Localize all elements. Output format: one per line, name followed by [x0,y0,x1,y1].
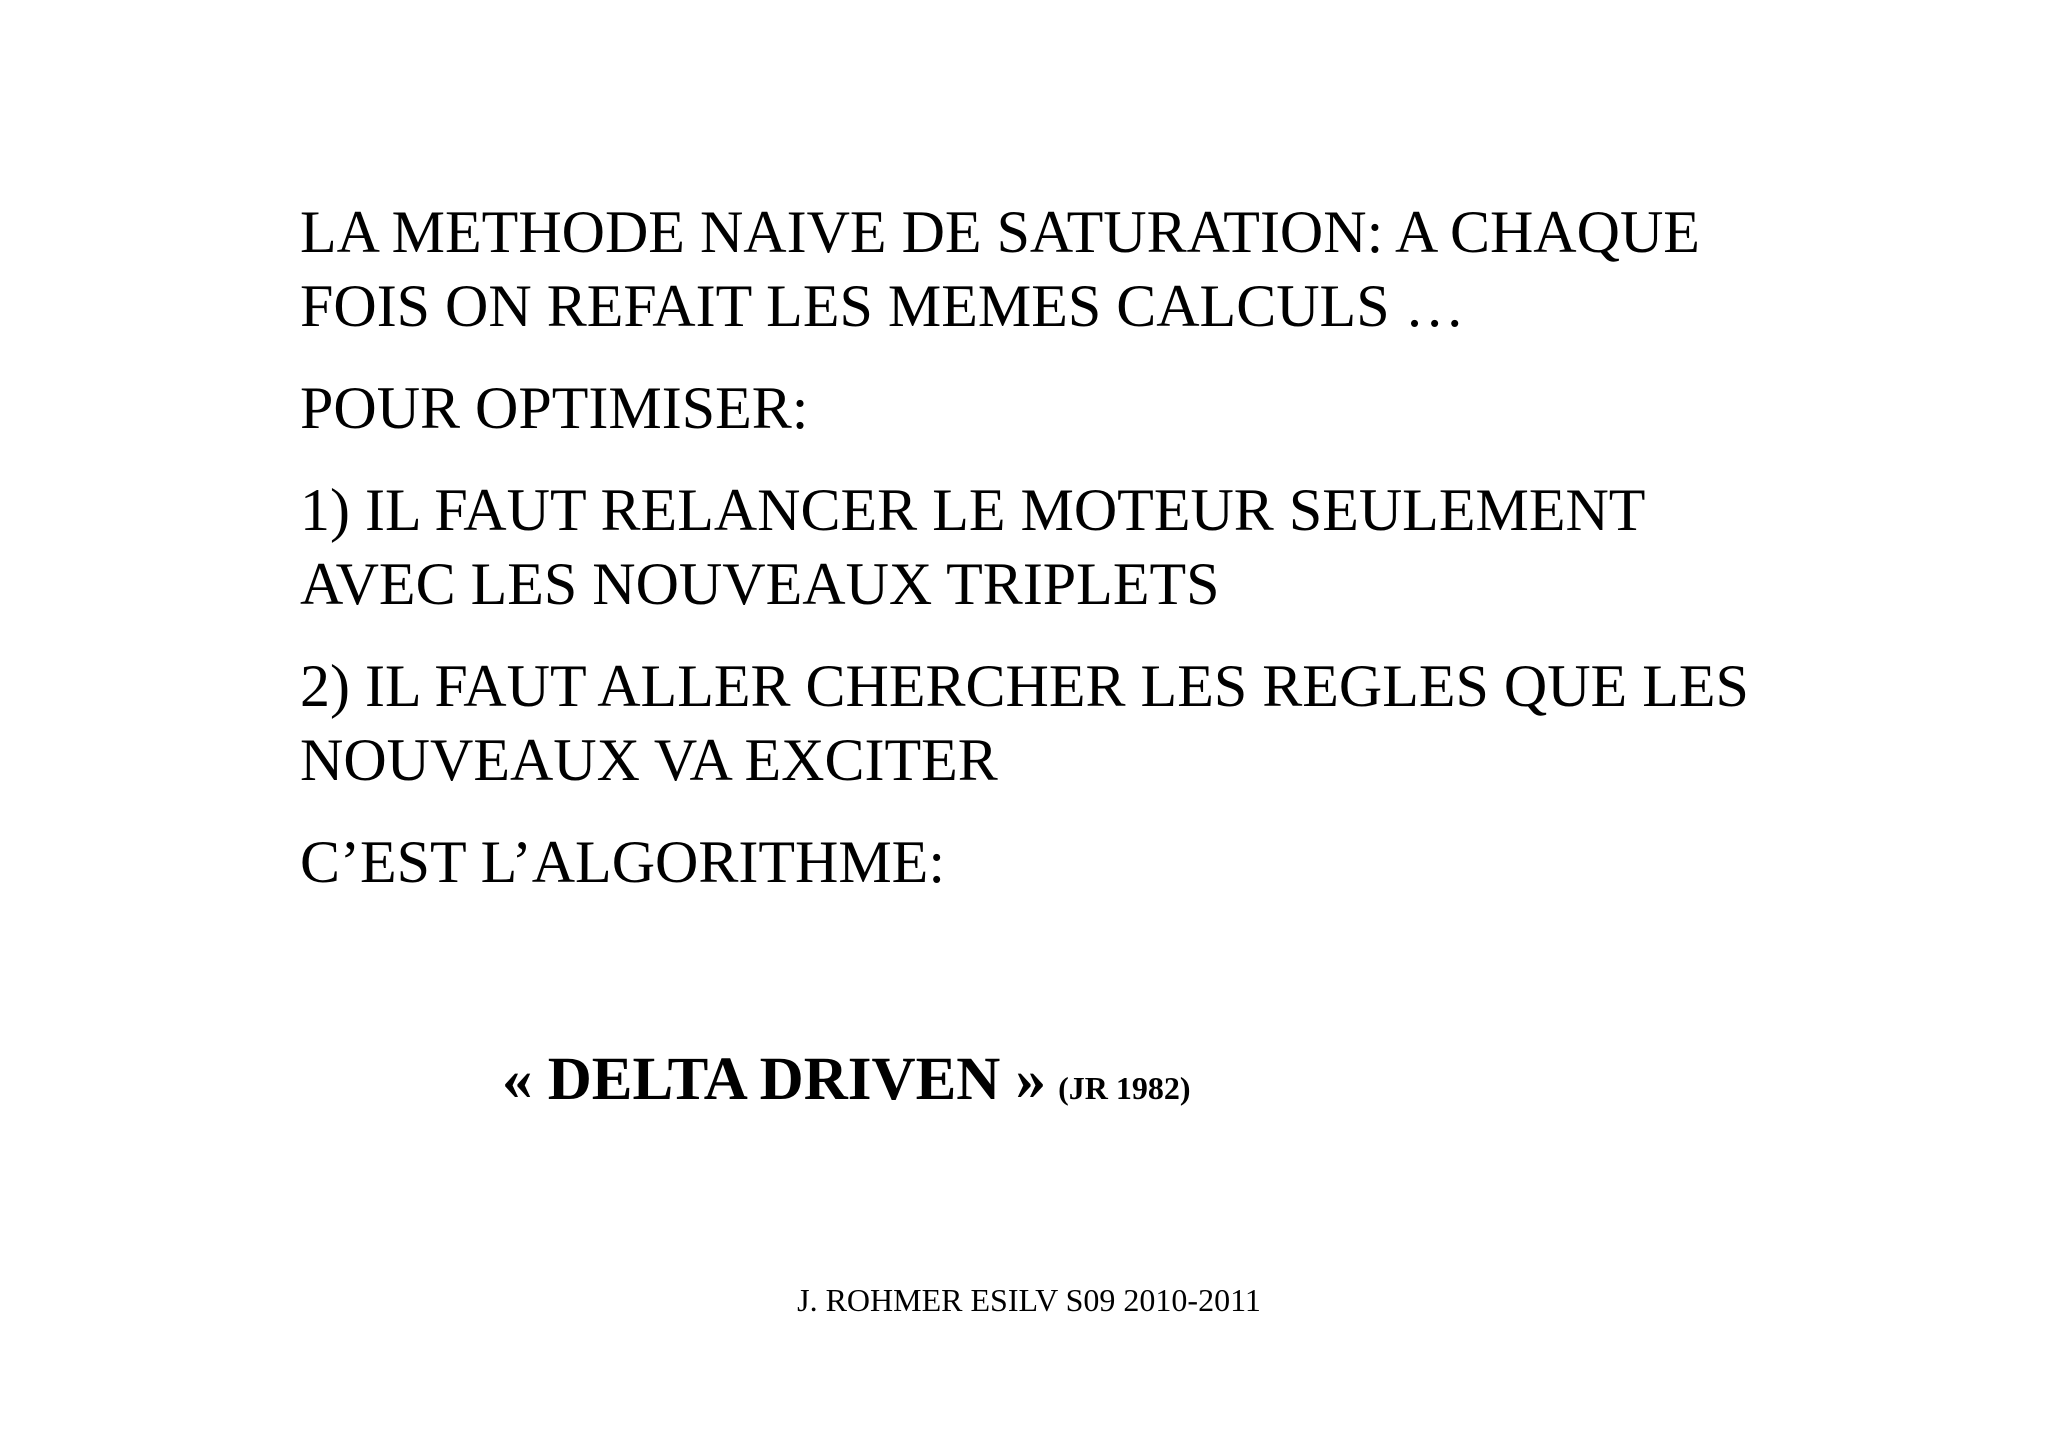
text-line-7: NOUVEAUX VA EXCITER [300,727,998,793]
footer [0,1280,2048,1320]
text-line-8: C’EST L’ALGORITHME: [300,829,945,895]
text-line-1: LA METHODE NAIVE DE SATURATION: A CHAQUE [300,199,1700,265]
algorithm-title: « DELTA DRIVEN » [502,1046,1047,1113]
footer-text: J. ROHMER ESILV S09 2010-2011 [797,1282,1261,1318]
algorithm-name [502,1040,1190,1135]
text-line-6: 2) IL FAUT ALLER CHERCHER LES REGLES QUE LES [300,653,1749,719]
text-line-4: 1) IL FAUT RELANCER LE MOTEUR SEULEMENT [300,477,1646,543]
text-line-5: AVEC LES NOUVEAUX TRIPLETS [300,551,1220,617]
text-line-3: POUR OPTIMISER: [300,375,809,441]
algorithm-reference: (JR 1982) [1058,1070,1191,1106]
text-line-2: FOIS ON REFAIT LES MEMES CALCULS … [300,273,1465,339]
